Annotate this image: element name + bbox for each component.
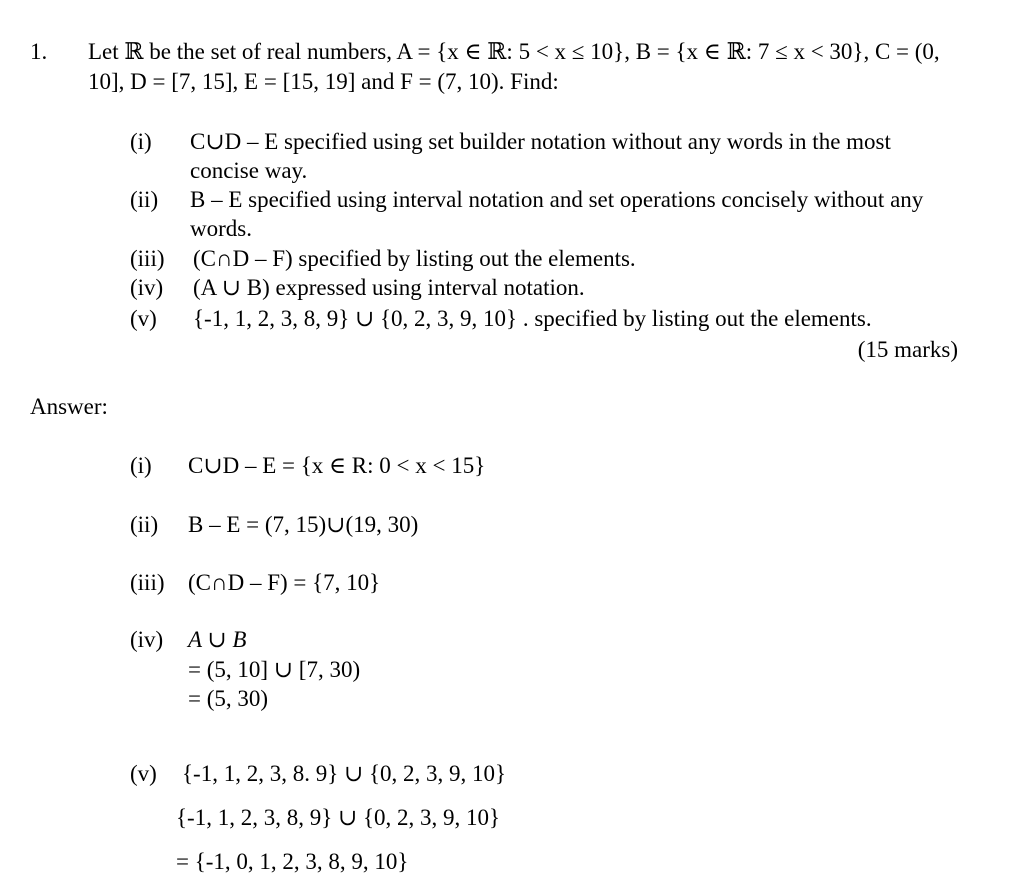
part-label-iii: (iii): [130, 246, 165, 271]
answer-heading: Answer:: [30, 394, 108, 419]
part-label-v: (v): [130, 306, 157, 331]
answer-label-iii: (iii): [130, 570, 165, 595]
part-text-v-line-1: {-1, 1, 2, 3, 8, 9} ∪ {0, 2, 3, 9, 10} . specified by listing out the elements.: [193, 306, 872, 331]
answer-label-i: (i): [130, 453, 152, 478]
answer-text-iv-line-1: A ∪ B: [188, 627, 247, 652]
answer-text-v-line-1: {-1, 1, 2, 3, 8. 9} ∪ {0, 2, 3, 9, 10}: [182, 761, 507, 786]
answer-text-i: C∪D – E = {x ∈ R: 0 < x < 15}: [188, 453, 486, 478]
part-text-ii-line-2: words.: [190, 216, 252, 241]
answer-label-iv: (iv): [130, 627, 164, 652]
answer-text-ii: B – E = (7, 15)∪(19, 30): [188, 512, 419, 537]
answer-label-ii: (ii): [130, 512, 159, 537]
answer-text-v-line-2: {-1, 1, 2, 3, 8, 9} ∪ {0, 2, 3, 9, 10}: [176, 805, 501, 830]
answer-text-iii: (C∩D – F) = {7, 10}: [188, 570, 381, 595]
answer-text-iv-line-2: = (5, 10] ∪ [7, 30): [188, 657, 361, 682]
part-text-iv-line-1: (A ∪ B) expressed using interval notation.: [193, 275, 585, 300]
answer-text-iv-line-3: = (5, 30): [188, 686, 269, 711]
part-text-iii-line-1: (C∩D – F) specified by listing out the elements.: [193, 246, 636, 271]
question-stem-line-1: Let ℝ be the set of real numbers, A = {x ∈ ℝ: 5 < x ≤ 10}, B = {x ∈ ℝ: 7 ≤ x < 30}, C = (0,: [88, 39, 940, 64]
marks-label: (15 marks): [857, 337, 958, 362]
part-label-i: (i): [130, 129, 152, 154]
question-stem-line-2: 10], D = [7, 15], E = [15, 19] and F = (7, 10). Find:: [88, 69, 559, 94]
answer-text-v-line-3: = {-1, 0, 1, 2, 3, 8, 9, 10}: [176, 849, 409, 874]
answer-label-v: (v): [130, 761, 157, 786]
part-text-i-line-2: concise way.: [190, 158, 308, 183]
part-text-ii-line-1: B – E specified using interval notation and set operations concisely without any: [190, 187, 924, 212]
part-label-ii: (ii): [130, 187, 159, 212]
part-label-iv: (iv): [130, 275, 164, 300]
question-number: 1.: [30, 39, 48, 64]
part-text-i-line-1: C∪D – E specified using set builder notation without any words in the most: [190, 129, 891, 154]
